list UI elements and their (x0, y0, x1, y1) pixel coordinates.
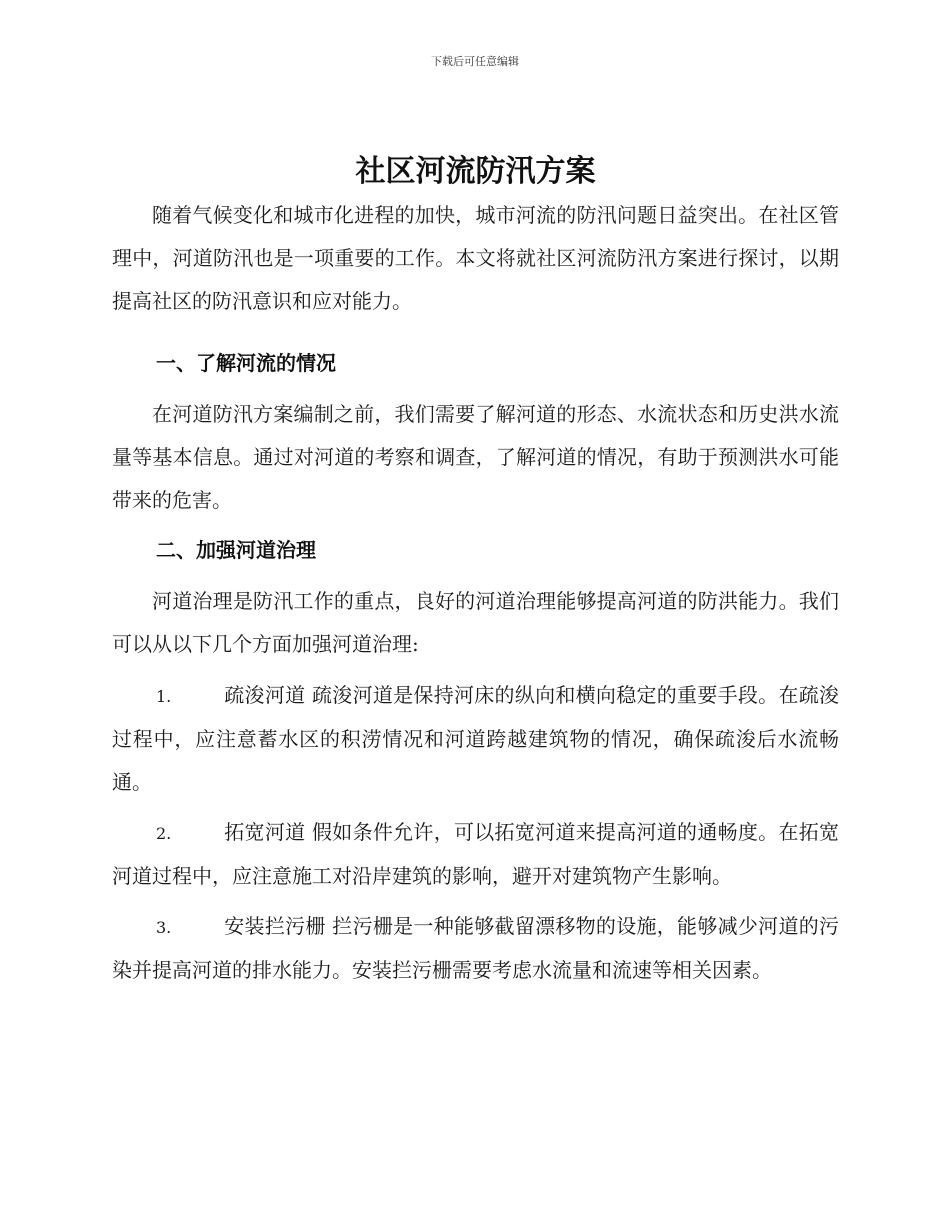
list-item (112, 811, 839, 898)
list-text: 拓宽河道 假如条件允许，可以拓宽河道来提高河道的通畅度。在拓宽河道过程中，应注意施工对沿岸建筑的影响，避开对建筑物产生影响。 (112, 820, 839, 888)
document-body (112, 150, 839, 992)
list-number: 3. (156, 918, 172, 937)
list-text: 安装拦污栅 拦污栅是一种能够截留漂移物的设施，能够减少河道的污染并提高河道的排水能力。安装拦污栅需要考虑水流量和流速等相关因素。 (112, 914, 839, 982)
list-number: 2. (156, 824, 172, 843)
document-title: 社区河流防汛方案 (355, 154, 596, 189)
list-item (112, 674, 839, 804)
list-text: 疏浚河道 疏浚河道是保持河床的纵向和横向稳定的重要手段。在疏浚过程中，应注意蓄水区的积涝情况和河道跨越建筑物的情况，确保疏浚后水流畅通。 (112, 683, 839, 794)
intro-paragraph: 随着气候变化和城市化进程的加快，城市河流的防汛问题日益突出。在社区管理中，河道防汛也是一项重要的工作。本文将就社区河流防汛方案进行探讨，以期提高社区的防汛意识和应对能力。 (112, 203, 839, 313)
section-heading-1: 一、了解河流的情况 (156, 351, 336, 375)
list-number: 1. (156, 687, 172, 706)
section-2-paragraph: 河道治理是防汛工作的重点，良好的河道治理能够提高河道的防洪能力。我们可以从以下几个方面加强河道治理: (112, 589, 839, 656)
section-heading-2: 二、加强河道治理 (156, 538, 316, 562)
section-1-paragraph: 在河道防汛方案编制之前，我们需要了解河道的形态、水流状态和历史洪水流量等基本信息。通过对河道的考察和调查，了解河道的情况，有助于预测洪水可能带来的危害。 (112, 402, 839, 512)
list-item (112, 905, 839, 992)
page-header: 下载后可任意编辑 (431, 55, 519, 68)
